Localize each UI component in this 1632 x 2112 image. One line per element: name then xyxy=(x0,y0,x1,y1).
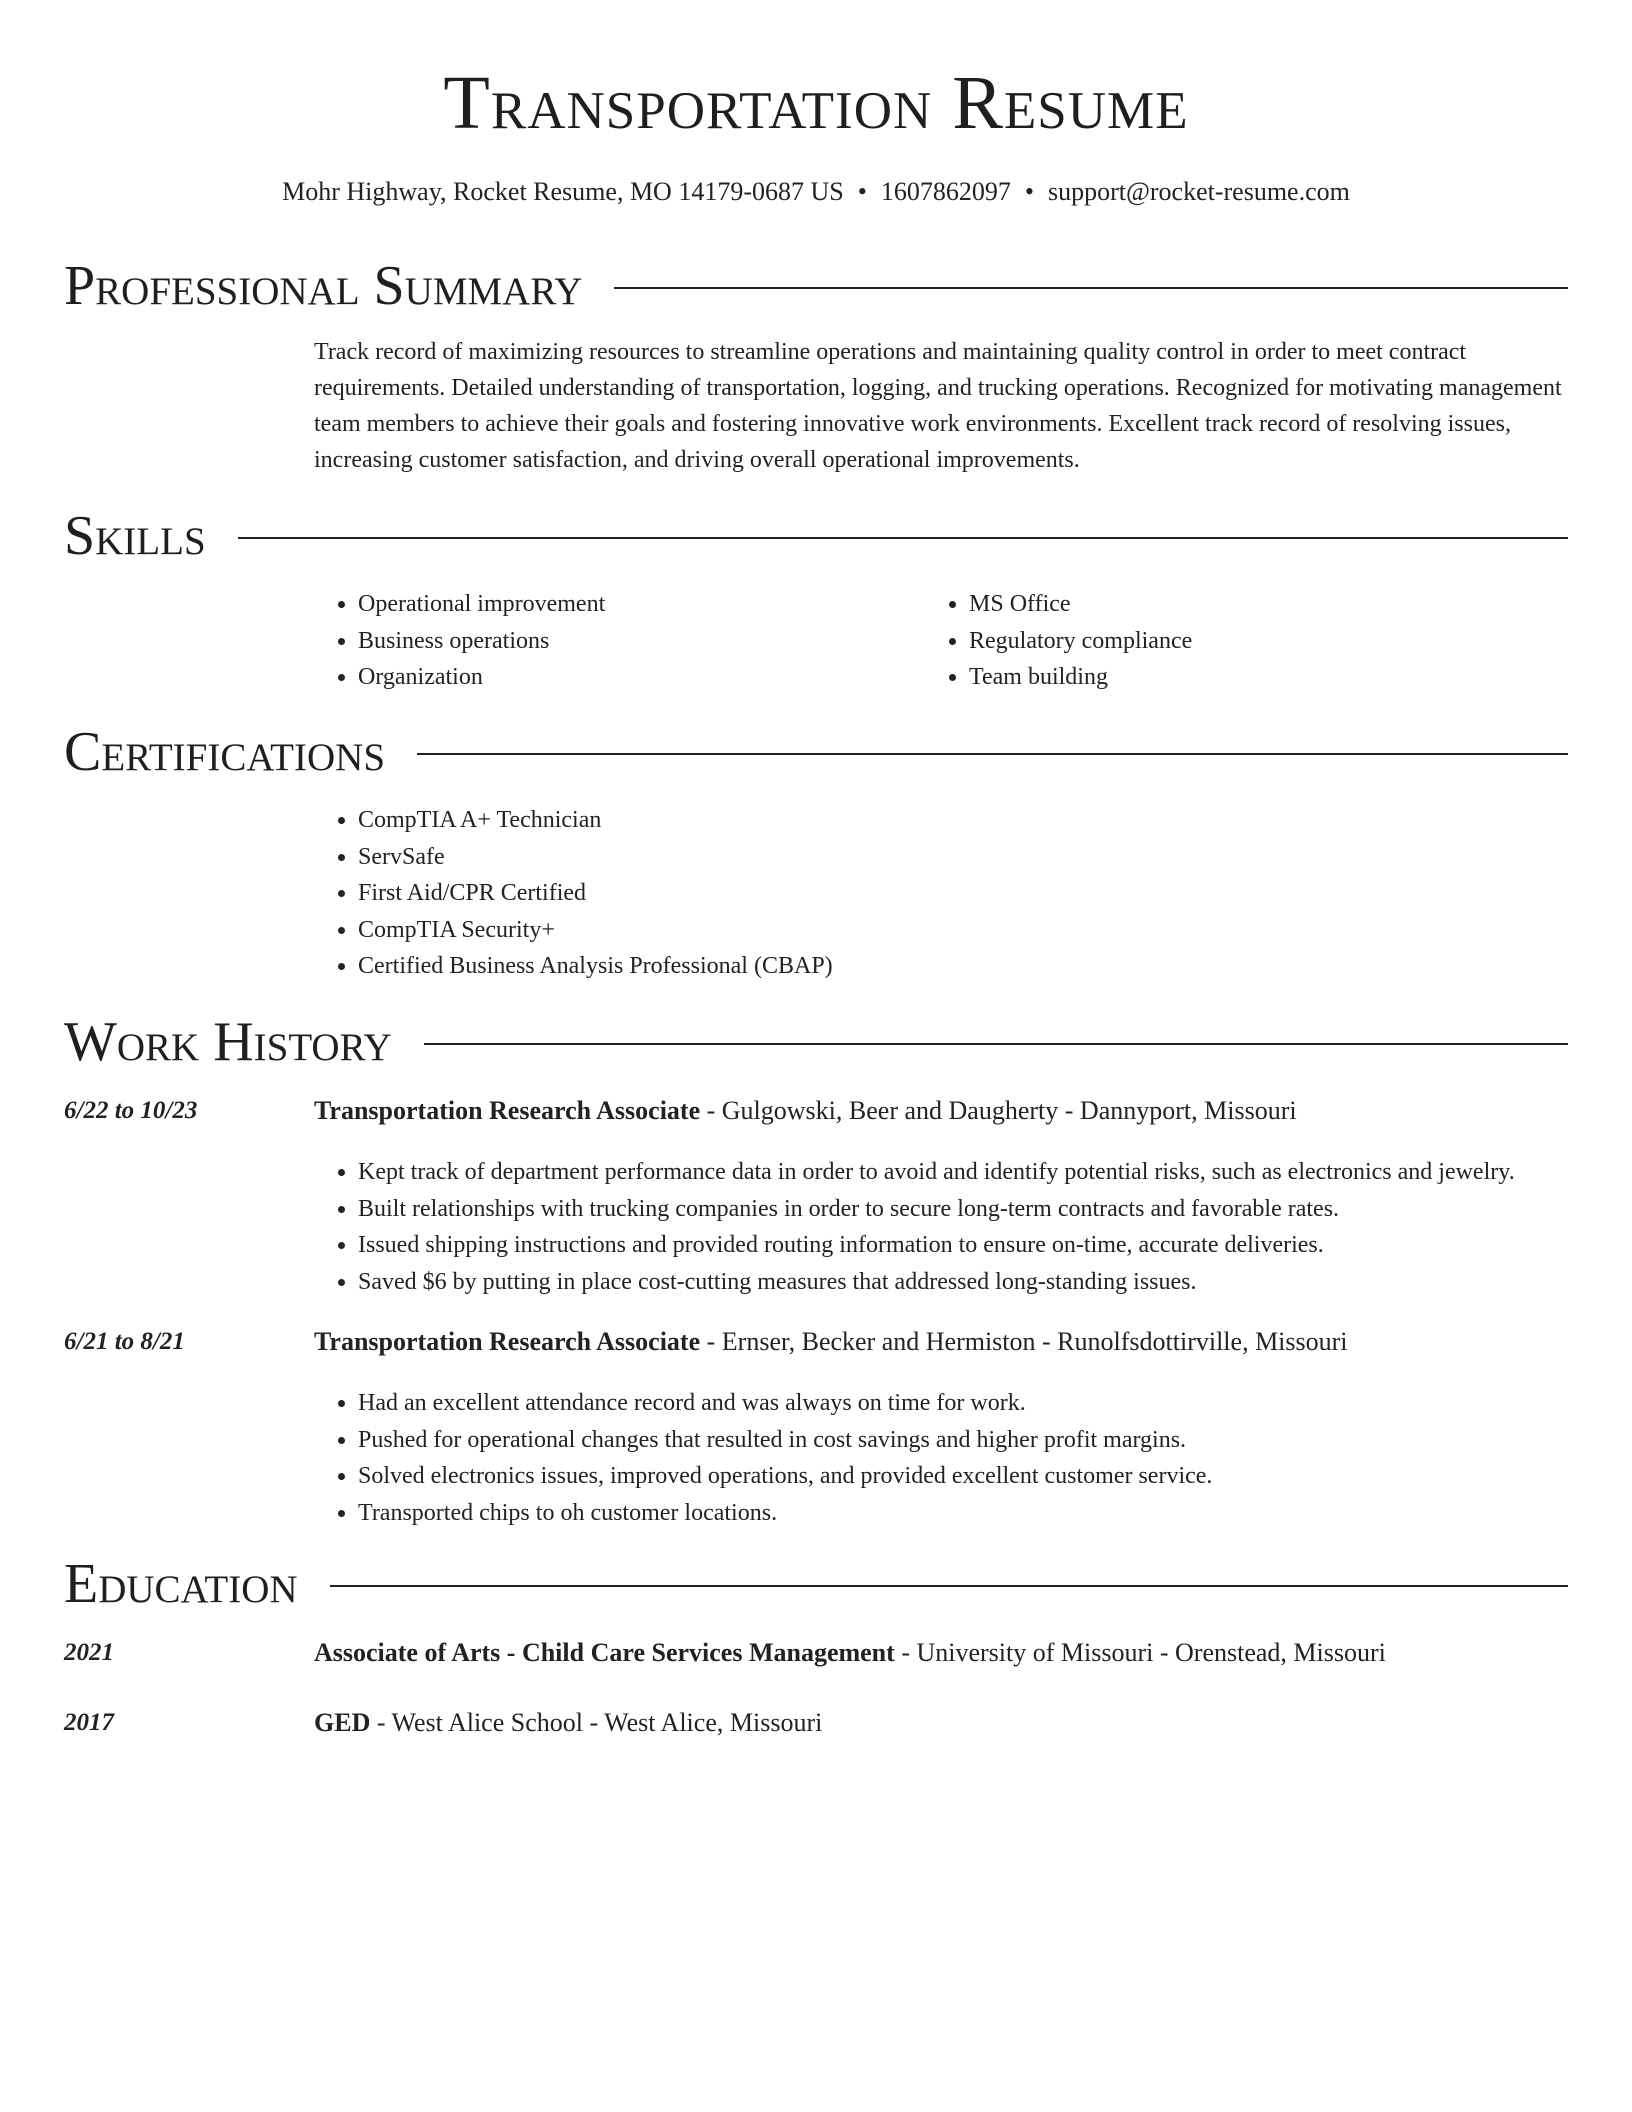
certification-item: • CompTIA Security+ xyxy=(358,912,833,949)
skill-item: • Operational improvement xyxy=(358,586,605,623)
job-header xyxy=(314,1094,1297,1128)
contact-phone: 1607862097 xyxy=(880,177,1011,206)
skill-item: • MS Office xyxy=(969,586,1192,623)
certifications-section-header xyxy=(64,720,1568,784)
education-degree: Associate of Arts - Child Care Services Management xyxy=(314,1638,895,1667)
job-duties-list xyxy=(314,1154,1515,1300)
job-dates: 6/21 to 8/21 xyxy=(64,1328,185,1355)
skills-list-left xyxy=(314,586,605,696)
certification-item: • ServSafe xyxy=(358,839,833,876)
section-divider xyxy=(238,537,1568,539)
section-divider xyxy=(417,753,1568,755)
work-history-section-header xyxy=(64,1010,1568,1074)
certifications-list xyxy=(314,802,833,985)
job-duty-item: • Transported chips to oh customer locations. xyxy=(358,1495,1212,1532)
summary-text: Track record of maximizing resources to streamline operations and maintaining quality control in order to meet contract requirements. Detailed understanding of transportation, logging, and trucking operations. Recognized for motivating management team members to achieve their goals and fostering innovative work environments. Excellent track record of resolving issues, increasing customer satisfaction, and driving overall operational improvements. xyxy=(314,339,1562,473)
job-duty-item: • Solved electronics issues, improved operations, and provided excellent customer service. xyxy=(358,1458,1212,1495)
job-duty-item: • Built relationships with trucking companies in order to secure long-term contracts and favorable rates. xyxy=(358,1191,1515,1228)
certification-item: • First Aid/CPR Certified xyxy=(358,875,833,912)
job-duty-item: • Saved $6 by putting in place cost-cutting measures that addressed long-standing issues. xyxy=(358,1264,1515,1301)
skills-heading: Skills xyxy=(64,505,206,567)
education-heading: Education xyxy=(64,1553,298,1615)
summary-heading: Professional Summary xyxy=(64,255,583,317)
education-school: - West Alice School - West Alice, Missouri xyxy=(370,1708,823,1737)
contact-separator: • xyxy=(1024,177,1034,206)
summary-section-header xyxy=(64,254,1568,318)
education-entry xyxy=(314,1706,822,1740)
skill-item: • Business operations xyxy=(358,623,605,660)
job-duty-item: • Had an excellent attendance record and was always on time for work. xyxy=(358,1385,1212,1422)
job-title: Transportation Research Associate xyxy=(314,1327,701,1356)
job-header xyxy=(314,1325,1348,1359)
education-section-header xyxy=(64,1552,1568,1616)
section-divider xyxy=(330,1585,1568,1587)
job-duties-list xyxy=(314,1385,1212,1531)
job-employer: - Ernser, Becker and Hermiston - Runolfsdottirville, Missouri xyxy=(700,1327,1348,1356)
education-year: 2021 xyxy=(64,1639,114,1666)
skills-section-header xyxy=(64,504,1568,568)
contact-email: support@rocket-resume.com xyxy=(1047,177,1350,206)
skill-item: • Organization xyxy=(358,659,605,696)
skill-item: • Team building xyxy=(969,659,1192,696)
job-duty-item: • Issued shipping instructions and provided routing information to ensure on-time, accurate deliveries. xyxy=(358,1227,1515,1264)
certifications-heading: Certifications xyxy=(64,721,386,783)
job-employer: - Gulgowski, Beer and Daugherty - Dannyport, Missouri xyxy=(700,1096,1297,1125)
job-title: Transportation Research Associate xyxy=(314,1096,701,1125)
certification-item: • CompTIA A+ Technician xyxy=(358,802,833,839)
job-dates: 6/22 to 10/23 xyxy=(64,1097,198,1124)
skills-list-right xyxy=(925,586,1192,696)
education-year: 2017 xyxy=(64,1709,114,1736)
contact-separator: • xyxy=(857,177,867,206)
resume-title: Transportation Resume xyxy=(443,61,1189,145)
certification-item: • Certified Business Analysis Professional (CBAP) xyxy=(358,948,833,985)
contact-address: Mohr Highway, Rocket Resume, MO 14179-0687 US xyxy=(282,177,844,206)
contact-info xyxy=(0,176,1632,208)
job-duty-item: • Pushed for operational changes that resulted in cost savings and higher profit margins. xyxy=(358,1422,1212,1459)
education-degree: GED xyxy=(314,1708,371,1737)
skill-item: • Regulatory compliance xyxy=(969,623,1192,660)
education-school: - University of Missouri - Orenstead, Missouri xyxy=(894,1638,1386,1667)
work-history-heading: Work History xyxy=(64,1011,392,1073)
section-divider xyxy=(614,287,1568,289)
education-entry xyxy=(314,1636,1386,1670)
section-divider xyxy=(424,1043,1568,1045)
job-duty-item: • Kept track of department performance data in order to avoid and identify potential risks, such as electronics and jewelry. xyxy=(358,1154,1515,1191)
